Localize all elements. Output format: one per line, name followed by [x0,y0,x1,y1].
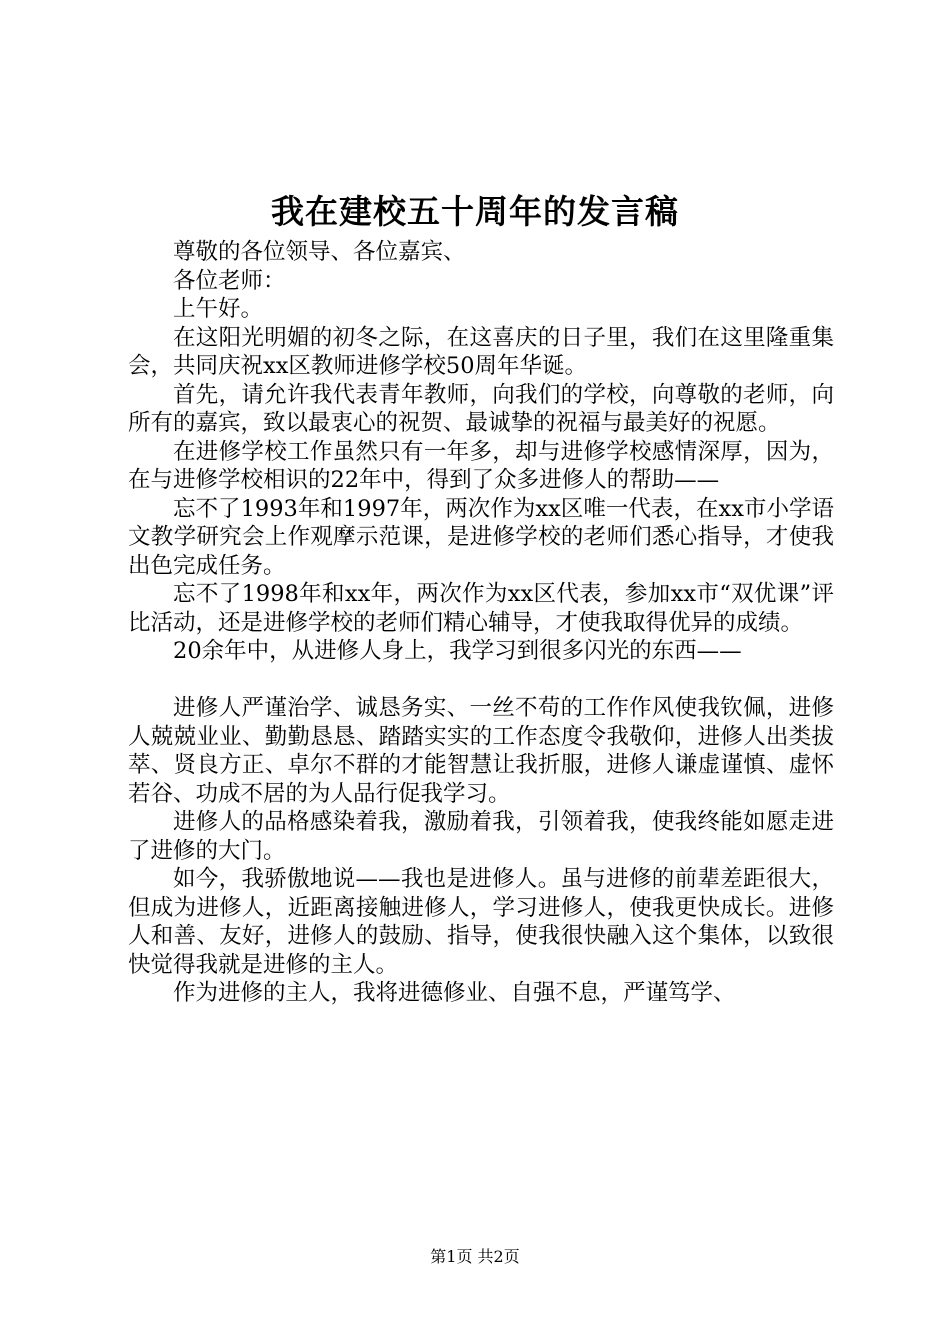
paragraph: 进修人严谨治学、诚恳务实、一丝不苟的工作作风使我钦佩，进修人兢兢业业、勤勤恳恳、踏踏实实的工作态度令我敬仰，进修人出类拔萃、贤良方正、卓尔不群的才能智慧让我折服，进修人谦虚谨慎、虚怀若谷、功成不居的为人品行促我学习。 [128,695,834,807]
paragraph-salutation-2: 各位老师： [173,267,286,294]
paragraph-greeting: 上午好。 [173,296,264,322]
paragraph: 20余年中，从进修人身上，我学习到很多闪光的东西—— [173,638,742,664]
paragraph: 忘不了1993年和1997年，两次作为xx区唯一代表，在xx市小学语文教学研究会上作观摩示范课，是进修学校的老师们悉心指导，才使我出色完成任务。 [128,495,834,579]
paragraph: 在进修学校工作虽然只有一年多，却与进修学校感情深厚，因为，在与进修学校相识的22年中，得到了众多进修人的帮助—— [128,438,834,493]
paragraph: 首先，请允许我代表青年教师，向我们的学校，向尊敬的老师，向所有的嘉宾，致以最衷心的祝贺、最诚挚的祝福与最美好的祝愿。 [128,381,834,436]
paragraph-salutation-1: 尊敬的各位领导、各位嘉宾、 [173,239,466,265]
document-title: 我在建校五十周年的发言稿 [271,192,679,231]
blank-line [128,666,834,695]
paragraph: 如今，我骄傲地说——我也是进修人。虽与进修的前辈差距很大，但成为进修人，近距离接触进修人，学习进修人，使我更快成长。进修人和善、友好，进修人的鼓励、指导，使我很快融入这个集体，以致很快觉得我就是进修的主人。 [128,866,834,978]
paragraph: 忘不了1998年和xx年，两次作为xx区代表，参加xx市“双优课”评比活动，还是进修学校的老师们精心辅导，才使我取得优异的成绩。 [128,581,834,636]
paragraph: 作为进修的主人，我将进德修业、自强不息，严谨笃学、 [173,980,736,1006]
page-footer: 第1页 共2页 [430,1247,520,1266]
document-body [128,238,834,1008]
paragraph: 在这阳光明媚的初冬之际，在这喜庆的日子里，我们在这里隆重集会，共同庆祝xx区教师进修学校50周年华诞。 [128,324,834,379]
paragraph: 进修人的品格感染着我，激励着我，引领着我，使我终能如愿走进了进修的大门。 [128,809,834,864]
